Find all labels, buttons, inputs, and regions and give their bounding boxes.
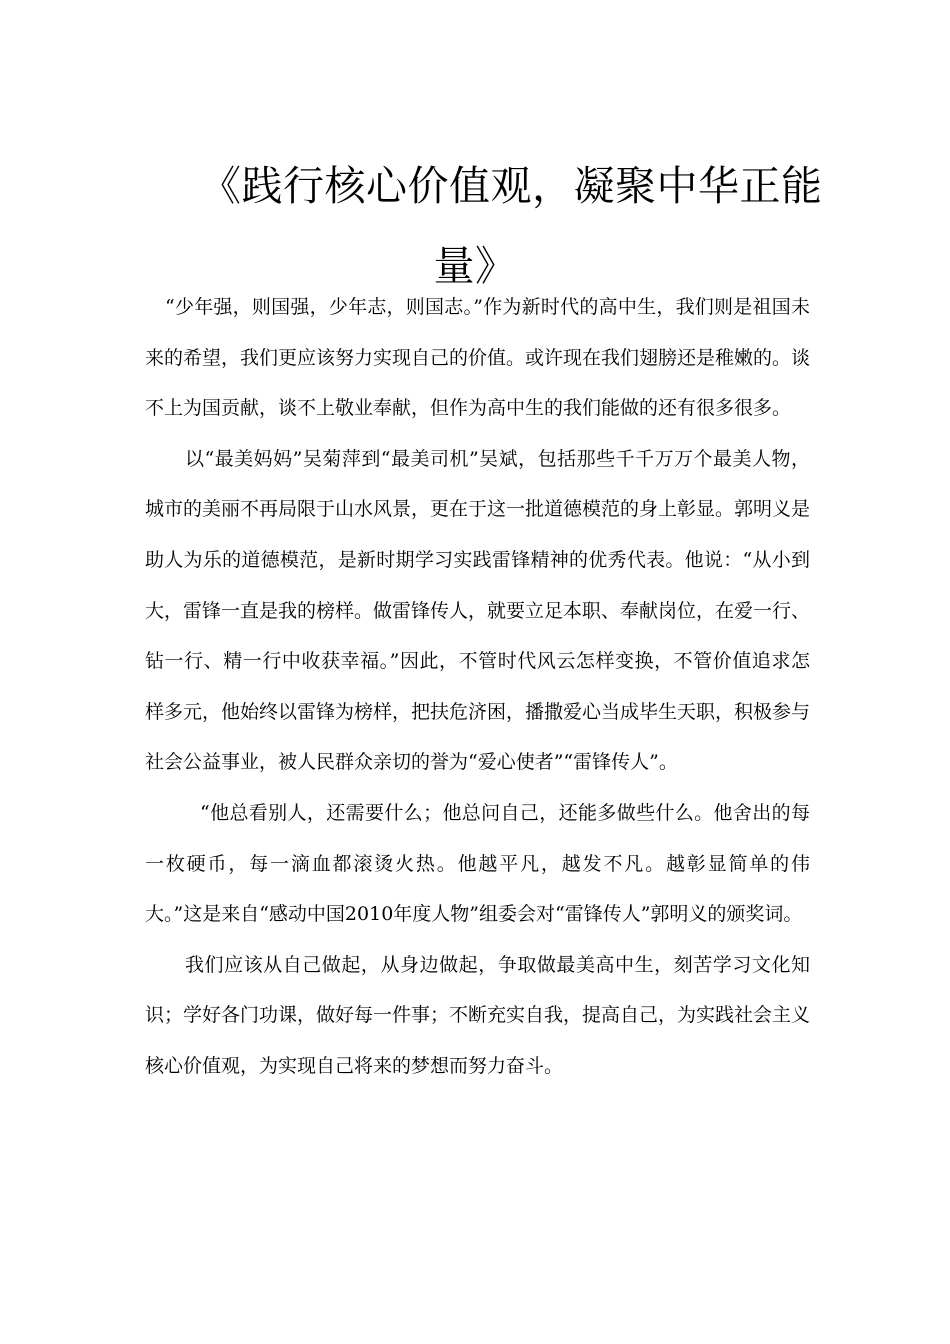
paragraph-2: 以“最美妈妈”吴菊萍到“最美司机”吴斌，包括那些千千万万个最美人物，城市的美丽不再局限于山水风景，更在于这一批道德模范的身上彰显。郭明义是助人为乐的道德模范，是新时期学习实践雷锋精神的优秀代表。他说：“从小到大，雷锋一直是我的榜样。做雷锋传人，就要立足本职、奉献岗位，在爱一行、钻一行、精一行中收获幸福。”因此，不管时代风云怎样变换，不管价值追求怎样多元，他始终以雷锋为榜样，把扶危济困，播撒爱心当成毕生天职，积极参与社会公益事业，被人民群众亲切的誉为“爱心使者”“雷锋传人”。 [145, 447, 811, 774]
title-line-2: 量》 [433, 242, 517, 290]
title-line-1: 《践行核心价值观，凝聚中华正能 [200, 162, 823, 210]
document-body [145, 282, 810, 1092]
paragraph-4: 我们应该从自己做起，从身边做起，争取做最美高中生，刻苦学习文化知识；学好各门功课，做好每一件事；不断充实自我，提高自己，为实践社会主义核心价值观，为实现自己将来的梦想而努力奋斗。 [145, 953, 811, 1077]
paragraph-1: “少年强，则国强，少年志，则国志。”作为新时代的高中生，我们则是祖国未来的希望，我们更应该努力实现自己的价值。或许现在我们翅膀还是稚嫩的。谈不上为国贡献，谈不上敬业奉献，但作为高中生的我们能做的还有很多很多。 [145, 296, 811, 420]
paragraph-3: “他总看别人，还需要什么；他总问自己，还能多做些什么。他舍出的每一枚硬币，每一滴血都滚烫火热。他越平凡，越发不凡。越彰显简单的伟大。”这是来自“感动中国2010年度人物”组委会对“雷锋传人”郭明义的颁奖词。 [145, 801, 810, 926]
